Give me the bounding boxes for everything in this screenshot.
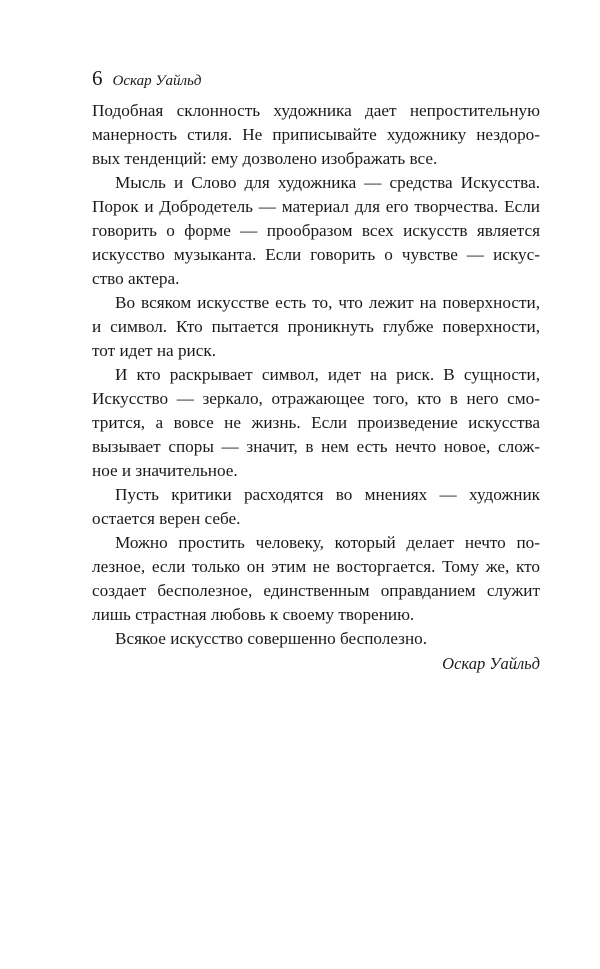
text-line: манерность стиля. Не приписывайте художнику нездоро- — [92, 125, 540, 144]
text-line: трится, а вовсе не жизнь. Если произведение искусства — [92, 413, 540, 432]
text-line: Мысль и Слово для художника — средства Искусства. — [115, 173, 540, 192]
text-line: Во всяком искусстве есть то, что лежит на поверхности, — [115, 293, 540, 312]
text-line: лишь страстная любовь к своему творению. — [92, 605, 415, 624]
text-line: вызывает споры — значит, в нем есть нечто новое, слож- — [92, 437, 540, 456]
text-line: Пусть критики расходятся во мнениях — художник — [115, 485, 540, 504]
text-line: вых тенденций: ему дозволено изображать все. — [92, 149, 438, 168]
text-line: И кто раскрывает символ, идет на риск. В сущности, — [115, 365, 540, 384]
text-line: и символ. Кто пытается проникнуть глубже поверхности, — [92, 317, 540, 336]
author-signature: Оскар Уайльд — [442, 654, 540, 673]
text-line: Подобная склонность художника дает непростительную — [92, 101, 540, 120]
text-line: Искусство — зеркало, отражающее того, кто в него смо- — [92, 389, 540, 408]
text-line: Порок и Добродетель — материал для его творчества. Если — [92, 197, 540, 216]
body-text — [92, 99, 540, 677]
text-line: Всякое искусство совершенно бесполезно. — [115, 629, 428, 648]
text-line: ное и значительное. — [92, 461, 238, 480]
text-line: лезное, если только он этим не восторгается. Тому же, кто — [92, 557, 540, 576]
text-line: Можно простить человеку, который делает нечто по- — [115, 533, 540, 552]
text-line: ство актера. — [92, 269, 180, 288]
running-title: Оскар Уайльд — [112, 73, 202, 89]
text-line: искусство музыканта. Если говорить о чувстве — искус- — [92, 245, 540, 264]
running-head — [92, 66, 201, 90]
text-line: остается верен себе. — [92, 509, 241, 528]
text-line: создает бесполезное, единственным оправданием служит — [92, 581, 540, 600]
text-line: говорить о форме — прообразом всех искусств является — [92, 221, 540, 240]
page-number: 6 — [92, 66, 103, 90]
text-line: тот идет на риск. — [92, 341, 217, 360]
